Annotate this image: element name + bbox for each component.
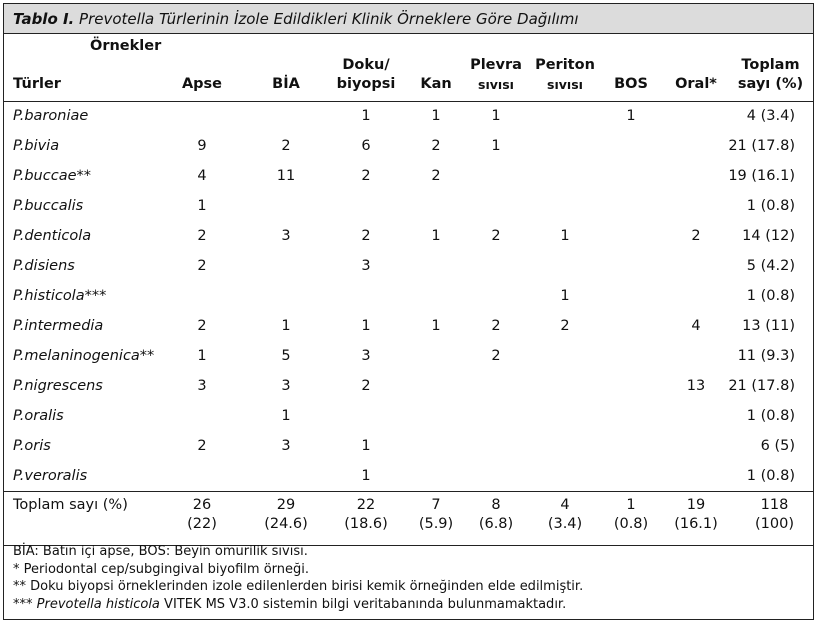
header-apse: Apse (181, 75, 223, 92)
count-cell (320, 401, 412, 431)
table-row (4, 311, 813, 341)
header-toplam: Toplam sayı (%) (737, 56, 804, 92)
count-cell: 1 (361, 467, 371, 484)
count-cell (460, 251, 532, 281)
count-cell (598, 191, 664, 221)
table-row (4, 251, 813, 281)
row-total-cell: 5 (4.2) (746, 258, 795, 274)
count-cell (532, 191, 598, 221)
table-row (4, 341, 813, 371)
table-row (4, 131, 813, 161)
footnotes (13, 543, 583, 613)
total-cell (152, 491, 252, 545)
count-cell (412, 251, 460, 281)
row-total-cell: 21 (17.8) (728, 138, 795, 154)
total-count: 29 (276, 496, 296, 513)
species-name: P.buccae** (13, 168, 92, 184)
count-cell (532, 431, 598, 461)
count-cell (664, 401, 728, 431)
count-cell: 9 (197, 138, 207, 154)
count-cell: 2 (361, 228, 371, 244)
total-cell (460, 491, 532, 545)
row-total-cell: 21 (17.8) (728, 378, 795, 394)
total-count: 7 (431, 496, 441, 513)
species-name: P.oris (13, 438, 51, 454)
count-cell: 3 (281, 438, 291, 454)
count-cell: 1 (431, 228, 441, 244)
count-cell: 2 (281, 138, 291, 154)
count-cell (460, 371, 532, 401)
count-cell: 6 (361, 138, 371, 154)
total-count: 22 (356, 496, 376, 513)
table-row (4, 431, 813, 461)
total-count: 4 (560, 496, 570, 513)
count-cell (252, 191, 320, 221)
header-doku-biyopsi: Doku/ biyopsi (336, 56, 396, 92)
row-total-cell: 6 (5) (760, 438, 795, 454)
table-title (13, 10, 579, 28)
count-cell: 1 (431, 318, 441, 334)
total-count: 26 (192, 496, 212, 513)
header-oral: Oral* (675, 75, 717, 92)
species-name: P.disiens (13, 258, 75, 274)
count-cell (664, 341, 728, 371)
count-cell (320, 281, 412, 311)
table-row (4, 281, 813, 311)
total-percent: (6.8) (478, 515, 514, 532)
count-cell (532, 341, 598, 371)
count-cell (460, 281, 532, 311)
count-cell (532, 101, 598, 131)
total-percent: (24.6) (264, 515, 308, 532)
count-cell (252, 281, 320, 311)
count-cell: 1 (281, 318, 291, 334)
species-name: P.melaninogenica** (13, 348, 155, 364)
count-cell: 3 (361, 348, 371, 364)
count-cell: 11 (276, 168, 296, 184)
table-row (4, 161, 813, 191)
count-cell (532, 161, 598, 191)
count-cell: 4 (691, 318, 701, 334)
count-cell: 4 (197, 168, 207, 184)
count-cell (532, 251, 598, 281)
count-cell: 3 (281, 378, 291, 394)
count-cell: 1 (560, 288, 570, 304)
count-cell: 2 (491, 228, 501, 244)
count-cell (664, 431, 728, 461)
count-cell (598, 251, 664, 281)
count-cell (412, 401, 460, 431)
header-turler: Türler (13, 75, 61, 92)
header-species-cell (4, 35, 162, 101)
count-cell (252, 461, 320, 491)
count-cell: 2 (431, 138, 441, 154)
count-cell: 2 (491, 318, 501, 334)
table-caption: Prevotella Türlerinin İzole Edildikleri Klinik Örneklere Göre Dağılımı (79, 10, 579, 28)
count-cell (152, 281, 252, 311)
count-cell: 2 (197, 318, 207, 334)
table-row (4, 191, 813, 221)
count-cell (412, 191, 460, 221)
count-cell (460, 191, 532, 221)
header-kan: Kan (420, 75, 452, 92)
species-name: P.nigrescens (13, 378, 103, 394)
header-periton: Periton sıvısı (535, 56, 595, 92)
count-cell (598, 161, 664, 191)
count-cell: 1 (361, 438, 371, 454)
total-cell (598, 491, 664, 545)
table-body (4, 101, 813, 545)
count-cell (412, 461, 460, 491)
total-percent: (18.6) (344, 515, 388, 532)
count-cell (598, 221, 664, 251)
count-cell: 1 (281, 408, 291, 424)
count-cell (320, 191, 412, 221)
count-cell (664, 251, 728, 281)
table-number: Tablo I. (13, 10, 75, 28)
total-count: 8 (491, 496, 501, 513)
count-cell (598, 311, 664, 341)
footnote-histicola: *** Prevotella histicola VITEK MS V3.0 sistemin bilgi veritabanında bulunmamaktadır. (13, 596, 567, 612)
total-percent: (5.9) (418, 515, 454, 532)
row-total-cell: 13 (11) (742, 318, 795, 334)
row-total-cell: 19 (16.1) (728, 168, 795, 184)
count-cell (532, 461, 598, 491)
total-row (4, 491, 813, 545)
footnote-biopsy: ** Doku biyopsi örneklerinden izole edilenlerden birisi kemik örneğinden elde edilmiştir. (13, 579, 584, 594)
count-cell (598, 431, 664, 461)
count-cell: 2 (691, 228, 701, 244)
species-name: P.denticola (13, 228, 92, 244)
total-cell (320, 491, 412, 545)
total-cell (664, 491, 728, 545)
row-total-cell: 1 (0.8) (746, 408, 795, 424)
count-cell: 3 (361, 258, 371, 274)
total-cell (252, 491, 320, 545)
species-name: P.oralis (13, 408, 64, 424)
count-cell (460, 161, 532, 191)
row-total-cell: 14 (12) (742, 228, 795, 244)
total-cell (412, 491, 460, 545)
total-cell (728, 491, 813, 545)
count-cell: 1 (491, 138, 501, 154)
count-cell (412, 281, 460, 311)
header-ornekler: Örnekler (90, 38, 162, 54)
total-count: 1 (626, 496, 636, 513)
table-row (4, 221, 813, 251)
count-cell (152, 101, 252, 131)
title-bar (4, 4, 813, 34)
count-cell: 5 (281, 348, 291, 364)
distribution-table (4, 35, 813, 546)
count-cell: 2 (197, 258, 207, 274)
count-cell: 1 (361, 318, 371, 334)
count-cell (598, 371, 664, 401)
count-cell: 2 (560, 318, 570, 334)
count-cell (460, 431, 532, 461)
count-cell (664, 101, 728, 131)
count-cell: 1 (361, 108, 371, 125)
header-plevra: Plevra sıvısı (470, 56, 522, 92)
footnote-oral: * Periodontal cep/subgingival biyofilm örneği. (13, 561, 309, 577)
total-percent: (22) (187, 515, 217, 532)
row-total-cell: 4 (3.4) (746, 108, 795, 125)
count-cell (460, 401, 532, 431)
count-cell: 1 (431, 108, 441, 125)
row-total-cell: 11 (9.3) (737, 348, 795, 364)
count-cell (598, 341, 664, 371)
count-cell (252, 101, 320, 131)
species-name: P.baroniae (13, 108, 89, 125)
count-cell (412, 431, 460, 461)
species-name: P.veroralis (13, 467, 88, 484)
count-cell (252, 251, 320, 281)
table-row (4, 461, 813, 491)
count-cell: 2 (361, 168, 371, 184)
table-row (4, 371, 813, 401)
row-total-cell: 1 (0.8) (746, 467, 795, 484)
count-cell (412, 371, 460, 401)
count-cell (598, 461, 664, 491)
total-count: 19 (686, 496, 706, 513)
count-cell: 1 (197, 198, 207, 214)
total-percent: (16.1) (674, 515, 718, 532)
count-cell: 1 (491, 108, 501, 125)
header-bia: BİA (272, 75, 300, 92)
header-row (4, 35, 813, 101)
count-cell (412, 341, 460, 371)
count-cell: 2 (431, 168, 441, 184)
count-cell: 2 (197, 438, 207, 454)
header-bos: BOS (614, 75, 648, 92)
count-cell (532, 131, 598, 161)
total-percent: (3.4) (547, 515, 583, 532)
count-cell: 1 (626, 108, 636, 125)
count-cell (664, 131, 728, 161)
total-percent: (100) (755, 515, 794, 532)
count-cell: 1 (197, 348, 207, 364)
count-cell (664, 191, 728, 221)
species-name: P.intermedia (13, 318, 104, 334)
count-cell (460, 461, 532, 491)
count-cell (598, 281, 664, 311)
count-cell: 3 (281, 228, 291, 244)
table-row (4, 101, 813, 131)
count-cell (532, 371, 598, 401)
footnote-abbreviations: BİA: Batın içi apse, BOS: Beyin omurilik sıvısı. (13, 544, 308, 559)
table-row (4, 401, 813, 431)
row-total-cell: 1 (0.8) (746, 288, 795, 304)
count-cell (598, 131, 664, 161)
count-cell (598, 401, 664, 431)
species-name: P.histicola*** (13, 288, 107, 304)
count-cell (664, 461, 728, 491)
row-total-cell: 1 (0.8) (746, 198, 795, 214)
count-cell (532, 401, 598, 431)
total-cell (532, 491, 598, 545)
count-cell (664, 281, 728, 311)
species-name: P.bivia (13, 138, 60, 154)
count-cell: 2 (197, 228, 207, 244)
count-cell (152, 461, 252, 491)
count-cell (664, 161, 728, 191)
count-cell: 1 (560, 228, 570, 244)
total-count: 118 (760, 496, 789, 513)
total-percent: (0.8) (613, 515, 649, 532)
count-cell: 2 (361, 378, 371, 394)
count-cell: 13 (686, 378, 706, 394)
table-frame (3, 3, 814, 620)
count-cell: 2 (491, 348, 501, 364)
total-label: Toplam sayı (%) (13, 496, 128, 513)
species-name: P.buccalis (13, 198, 84, 214)
count-cell: 3 (197, 378, 207, 394)
count-cell (152, 401, 252, 431)
